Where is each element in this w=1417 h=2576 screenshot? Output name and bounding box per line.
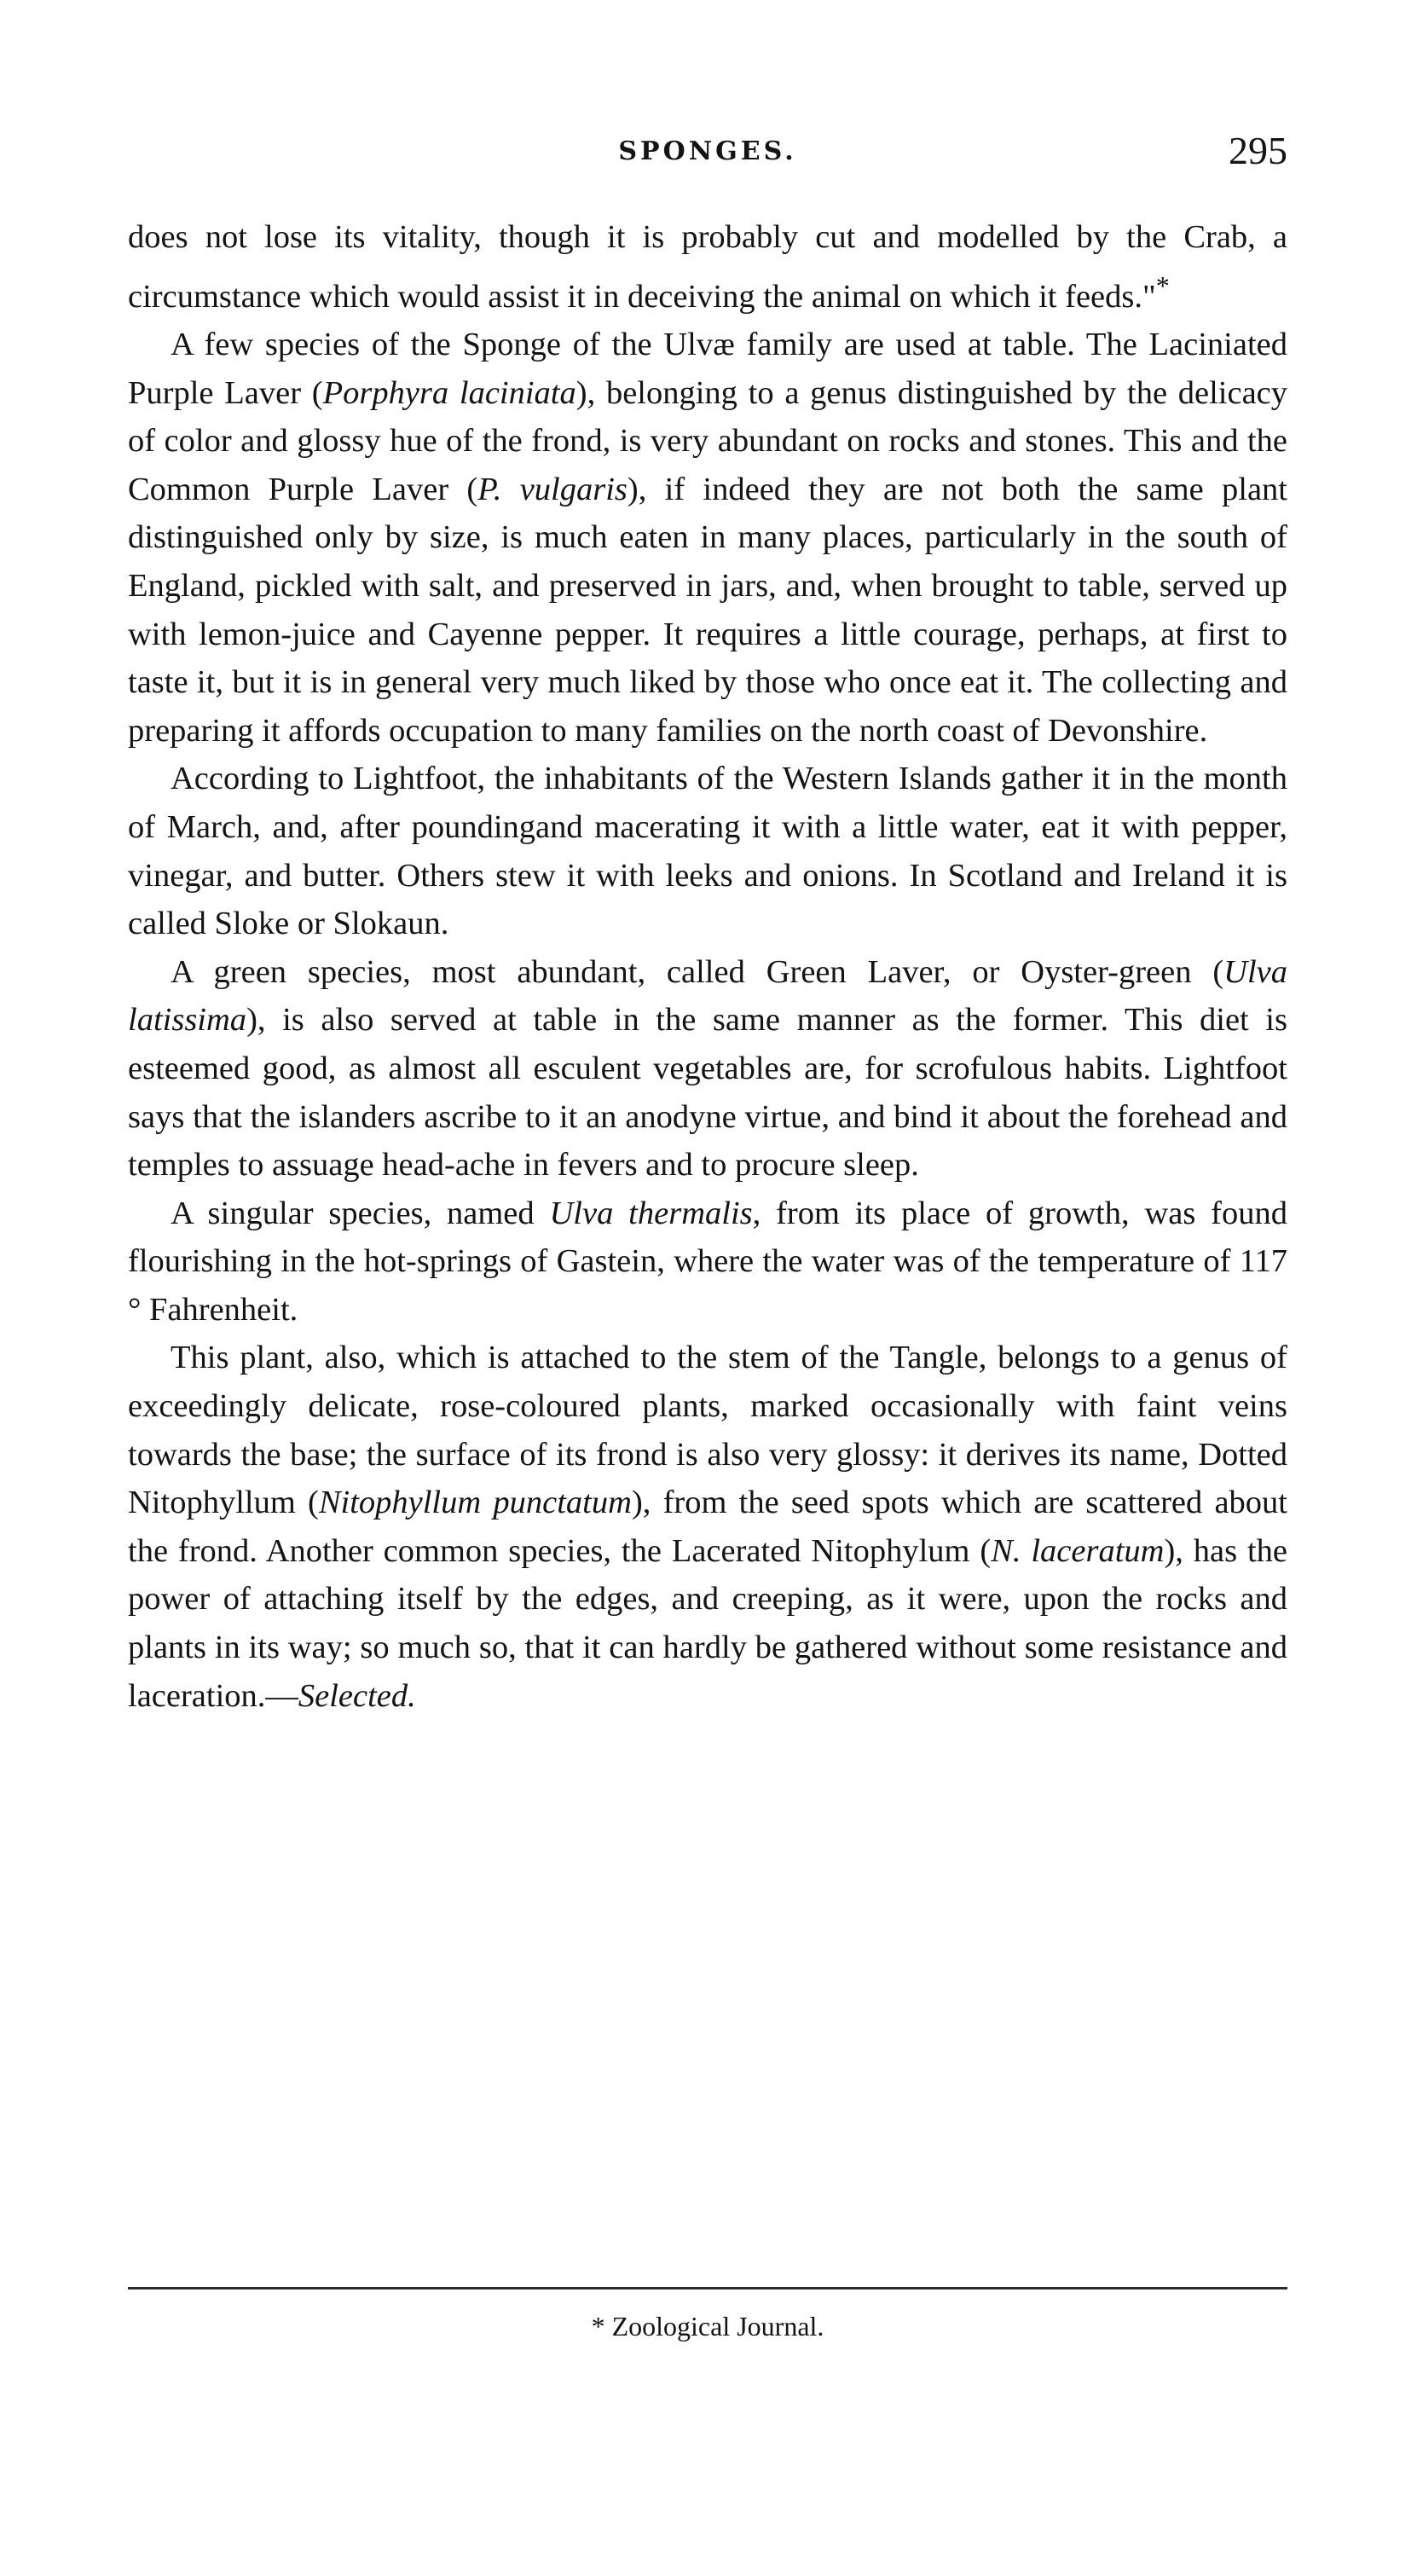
text-span: A singular species, named	[171, 1195, 550, 1231]
text-span: , from its place of growth, was found flourishing in the hot-springs of Gastein, where the water was of the temperature of 117 ° Fahrenheit.	[128, 1195, 1287, 1328]
paragraph	[128, 213, 1287, 321]
text-span: ), belonging to a genus distinguished by the delicacy of color and glossy hue of the frond, is very abundant on rocks and stones. This and the Common Purple Laver (	[128, 374, 1288, 507]
footnote-marker: *	[1155, 269, 1170, 301]
species-name: N. laceratum	[991, 1532, 1165, 1569]
page-number: 295	[1229, 129, 1287, 172]
text-span: ), has the power of attaching itself by the edges, and creeping, as it were, upon the rocks and plants in its way; so much so, that it can hardly be gathered without some resistance and laceration.—	[128, 1532, 1287, 1714]
text-span: ), if indeed they are not both the same plant distinguished only by size, is much eaten in many places, particularly in the south of England, pickled with salt, and preserved in jars, and, when brought to table, served up with lemon-juice and Cayenne pepper. It requires a little courage, perhaps, at first to taste it, but it is in general very much liked by those who once eat it. The collecting and preparing it affords occupation to many families on the north coast of Devonshire.	[128, 471, 1287, 749]
footnote-rule	[128, 2287, 1287, 2289]
species-name: P. vulgaris	[477, 471, 628, 507]
text-span: A few species of the Sponge of the Ulvæ family are used at table. The Laciniated Purple Laver (	[128, 327, 1287, 411]
paragraph	[128, 1190, 1287, 1334]
body-text	[128, 213, 1287, 1720]
running-title: SPONGES.	[618, 136, 797, 166]
text-span: This plant, also, which is attached to the stem of the Tangle, belongs to a genus of exceedingly delicate, rose-coloured plants, marked occasionally with faint veins towards the base; the surface of its frond is also very glossy: it derives its name, Dotted Nitophyllum (	[128, 1340, 1287, 1521]
text-span: A green species, most abundant, called Green Laver, or Oyster-green (	[171, 953, 1224, 990]
paragraph	[128, 1334, 1287, 1720]
footnote: * Zoological Journal.	[591, 2311, 824, 2342]
species-name: Porphyra laciniata	[322, 374, 576, 411]
paragraph	[128, 948, 1287, 1190]
text-span: ), is also served at table in the same manner as the former. This diet is esteemed good, as almost all esculent vegetables are, for scrofulous habits. Lightfoot says that the islanders ascribe to it an anodyne virtue, and bind it about the forehead and temples to assuage head-ache in fevers and to procure sleep.	[128, 1002, 1287, 1184]
running-head	[128, 128, 1287, 179]
species-name: Ulva latissima	[128, 953, 1287, 1039]
text-span: ), from the seed spots which are scattered about the frond. Another common species, the Lacerated Nitophylum (	[128, 1485, 1287, 1569]
species-name: Nitophyllum punctatum	[318, 1485, 632, 1521]
source-attribution: Selected.	[298, 1677, 416, 1714]
paragraph	[128, 755, 1287, 947]
paragraph	[128, 321, 1287, 755]
species-name: Ulva thermalis	[549, 1195, 753, 1231]
text-span: According to Lightfoot, the inhabitants of the Western Islands gather it in the month of March, and, after poundingand macerating it with a little water, eat it with pepper, vinegar, and butter. Others stew it with leeks and onions. In Scotland and Ireland it is called Sloke or Slokaun.	[128, 761, 1287, 942]
text-span: does not lose its vitality, though it is probably cut and modelled by the Crab, a circumstance which would assist it in deceiving the animal on which it feeds."	[128, 219, 1287, 315]
